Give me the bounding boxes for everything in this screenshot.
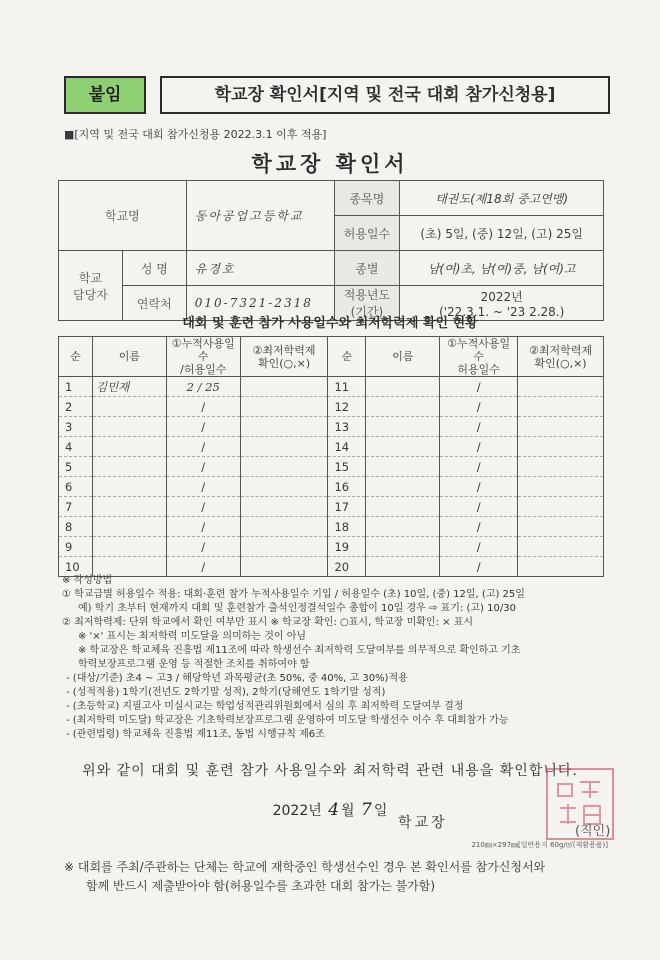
col-days-left-line1: ①누적사용일수 xyxy=(171,337,235,363)
row-number: 1 xyxy=(59,377,93,397)
row-name xyxy=(366,417,440,437)
row-number: 3 xyxy=(59,417,93,437)
name-label: 성 명 xyxy=(122,251,186,286)
row-min-check xyxy=(240,377,328,397)
row-number: 9 xyxy=(59,537,93,557)
date-day: 7 xyxy=(361,800,372,820)
row-number: 20 xyxy=(328,557,366,577)
col-days-right xyxy=(440,337,518,377)
table-row xyxy=(59,477,604,497)
row-days-ratio: / xyxy=(440,557,518,577)
col-min-right-line1: ②최저학력제 xyxy=(529,343,593,357)
row-number: 8 xyxy=(59,517,93,537)
allowed-days-label: 허용일수 xyxy=(334,216,400,251)
col-days-right-line1: ①누적사용일수 xyxy=(447,337,511,363)
note-3: ※ 학교장은 학교체육 진흥법 제11조에 따라 학생선수 최저학력 도달여부를 의무적으로 확인하고 기초 xyxy=(78,645,521,656)
col-name-right: 이름 xyxy=(366,337,440,377)
row-min-check xyxy=(240,517,328,537)
row-name xyxy=(366,497,440,517)
note-1: ① 학교급별 허용일수 적용: 대회·훈련 참가 누적사용일수 기입 / 허용일수 (초) 10일, (중) 12일, (고) 25일 xyxy=(62,589,525,600)
date-day-unit: 일 xyxy=(373,803,388,819)
note-5: - (성적적용) 1학기(전년도 2학기말 성적), 2학기(당해연도 1학기말 성적) xyxy=(66,687,386,698)
date-month: 4 xyxy=(328,800,340,820)
row-min-check xyxy=(240,397,328,417)
row-name xyxy=(366,377,440,397)
row-min-check xyxy=(518,437,604,457)
row-min-check xyxy=(518,457,604,477)
row-name xyxy=(92,457,166,477)
row-name xyxy=(366,477,440,497)
row-min-check xyxy=(240,477,328,497)
date-month-unit: 월 xyxy=(341,803,355,819)
row-days-ratio: / xyxy=(166,397,240,417)
row-days-ratio: / xyxy=(166,497,240,517)
col-days-left xyxy=(166,337,240,377)
row-days-ratio: / xyxy=(166,537,240,557)
row-name xyxy=(92,517,166,537)
row-min-check xyxy=(240,497,328,517)
note-8: - (관련법령) 학교체육 진흥법 제11조, 동법 시행규칙 제6조 xyxy=(66,729,325,740)
row-days-ratio: / xyxy=(440,457,518,477)
row-number: 4 xyxy=(59,437,93,457)
name-value: 유경호 xyxy=(186,251,334,286)
row-days-ratio: / xyxy=(440,537,518,557)
row-number: 15 xyxy=(328,457,366,477)
col-min-left-line1: ②최저학력제 xyxy=(252,343,316,357)
row-min-check xyxy=(518,417,604,437)
row-number: 14 xyxy=(328,437,366,457)
row-days-ratio: / xyxy=(166,477,240,497)
note-2: ② 최저학력제: 단위 학교에서 확인 여부만 표시 ※ 학교장 확인: ○표시, 학교장 미확인: × 표시 xyxy=(62,617,474,628)
table-row xyxy=(59,437,604,457)
row-days-ratio: / xyxy=(166,417,240,437)
row-min-check xyxy=(518,517,604,537)
row-number: 12 xyxy=(328,397,366,417)
participant-rows xyxy=(59,377,604,577)
row-min-check xyxy=(518,477,604,497)
manager-label xyxy=(59,251,123,321)
event-label: 종목명 xyxy=(334,181,400,216)
row-min-check xyxy=(240,457,328,477)
school-value: 동아공업고등학교 xyxy=(186,181,334,251)
row-days-ratio: / xyxy=(440,437,518,457)
gender-value: 남(여)초, 남(여)중, 남(여)고 xyxy=(400,251,604,286)
note-4: - (대상/기준) 초4 ~ 고3 / 해당학년 과목평균(초 50%, 중 40%, 고 30%)적용 xyxy=(66,673,408,684)
principal-label: 학교장 xyxy=(398,815,448,831)
header-title: 학교장 확인서[지역 및 전국 대회 참가신청용] xyxy=(160,76,610,114)
row-number: 7 xyxy=(59,497,93,517)
seal-label: (직인) xyxy=(575,824,611,839)
row-days-ratio: / xyxy=(440,377,518,397)
period-label-line1: 적용년도 xyxy=(343,288,391,302)
row-days-ratio: / xyxy=(440,397,518,417)
note-6: - (초등학교) 지필고사 미실시교는 학업성적관리위원회에서 심의 후 최저학력 도달여부 결정 xyxy=(66,701,464,712)
row-min-check xyxy=(240,437,328,457)
table-row xyxy=(59,537,604,557)
table-row xyxy=(59,517,604,537)
allowed-days-value: (초) 5일, (중) 12일, (고) 25일 xyxy=(400,216,604,251)
row-name xyxy=(92,477,166,497)
document-header xyxy=(64,76,610,114)
note-1b: 예) 학기 초부터 현재까지 대회 및 훈련참가 출석인정결석일수 총합이 10일 경우 ⇨ 표기: (고) 10/30 xyxy=(78,603,516,614)
row-name xyxy=(366,517,440,537)
row-days-ratio: / xyxy=(440,517,518,537)
row-number: 10 xyxy=(59,557,93,577)
period-range: ('22.3.1. ~ '23 2.28.) xyxy=(439,304,565,319)
gender-label: 종별 xyxy=(334,251,400,286)
document-title: 학교장 확인서 xyxy=(251,152,409,176)
row-number: 18 xyxy=(328,517,366,537)
participant-table xyxy=(58,336,604,577)
row-min-check xyxy=(240,417,328,437)
row-name xyxy=(366,437,440,457)
row-days-ratio: 2 / 25 xyxy=(166,377,240,397)
col-name-left: 이름 xyxy=(92,337,166,377)
manager-label-line2: 담당자 xyxy=(73,287,108,302)
applicability-note: ■[지역 및 전국 대회 참가신청용 2022.3.1 이후 적용] xyxy=(64,128,327,141)
school-label: 학교명 xyxy=(59,181,187,251)
contact-value: 010-7321-2318 xyxy=(186,286,334,321)
col-no-left: 순 xyxy=(59,337,93,377)
col-min-right-line2: 확인(○,×) xyxy=(534,356,587,370)
period-label-line2: (기간) xyxy=(350,305,384,319)
manager-label-line1: 학교 xyxy=(78,270,103,285)
table-row xyxy=(59,417,604,437)
event-value: 태권도(제18회 중고연맹) xyxy=(400,181,604,216)
note-3b: 학력보장프로그램 운영 등 적절한 조치를 취하여야 함 xyxy=(78,659,310,670)
row-name xyxy=(366,397,440,417)
table-row xyxy=(59,377,604,397)
table-row xyxy=(59,457,604,477)
notes-heading: ※ 작성방법 xyxy=(62,575,113,586)
row-name xyxy=(92,417,166,437)
row-name xyxy=(366,457,440,477)
row-name xyxy=(92,437,166,457)
table-row xyxy=(59,497,604,517)
row-days-ratio: / xyxy=(166,517,240,537)
row-number: 19 xyxy=(328,537,366,557)
row-number: 16 xyxy=(328,477,366,497)
row-days-ratio: / xyxy=(166,437,240,457)
period-year: 2022년 xyxy=(480,289,523,304)
footer-line-2: 함께 반드시 제출받아야 함(허용일수를 초과한 대회 참가는 불가함) xyxy=(86,879,436,893)
row-days-ratio: / xyxy=(166,557,240,577)
note-7: - (최저학력 미도달) 학교장은 기초학력보장프로그램 운영하여 미도달 학생선수 이수 후 대회참가 가능 xyxy=(66,715,509,726)
row-days-ratio: / xyxy=(166,457,240,477)
row-number: 5 xyxy=(59,457,93,477)
confirmation-statement: 위와 같이 대회 및 훈련 참가 사용일수와 최저학력 관련 내용을 확인합니다. xyxy=(82,763,578,779)
col-min-right xyxy=(518,337,604,377)
table-row xyxy=(59,397,604,417)
row-min-check xyxy=(518,497,604,517)
row-days-ratio: / xyxy=(440,477,518,497)
contact-label: 연락처 xyxy=(122,286,186,321)
row-name xyxy=(366,537,440,557)
row-number: 2 xyxy=(59,397,93,417)
note-2b: ※ '×' 표시는 최저학력 미도달을 의미하는 것이 아님 xyxy=(78,631,307,642)
col-days-right-line2: 허용일수 xyxy=(457,363,500,376)
section-title: 대회 및 훈련 참가 사용일수와 최저학력제 확인 현황 xyxy=(182,316,478,331)
footer-line-1: ※ 대회를 주최/주관하는 단체는 학교에 재학중인 학생선수인 경우 본 확인서를 참가신청서와 xyxy=(64,860,546,874)
row-number: 13 xyxy=(328,417,366,437)
row-min-check xyxy=(518,537,604,557)
row-days-ratio: / xyxy=(440,497,518,517)
row-name: 김민재 xyxy=(92,377,166,397)
row-days-ratio: / xyxy=(440,417,518,437)
attachment-badge: 붙임 xyxy=(64,76,146,114)
row-name xyxy=(92,497,166,517)
writing-instructions xyxy=(62,574,622,742)
footer-note xyxy=(64,858,604,896)
row-name xyxy=(92,397,166,417)
row-number: 11 xyxy=(328,377,366,397)
info-table xyxy=(58,180,604,321)
col-no-right: 순 xyxy=(328,337,366,377)
row-min-check xyxy=(240,537,328,557)
paper-spec: 210㎜×297㎜[일반용지 60g/㎡(재활용품)] xyxy=(471,841,608,849)
col-days-left-line2: /허용일수 xyxy=(180,363,227,376)
row-number: 6 xyxy=(59,477,93,497)
row-min-check xyxy=(518,377,604,397)
col-min-left-line2: 확인(○,×) xyxy=(257,356,311,370)
date-year: 2022년 xyxy=(272,803,322,819)
row-number: 17 xyxy=(328,497,366,517)
row-min-check xyxy=(518,397,604,417)
col-min-left xyxy=(240,337,328,377)
row-name xyxy=(92,537,166,557)
